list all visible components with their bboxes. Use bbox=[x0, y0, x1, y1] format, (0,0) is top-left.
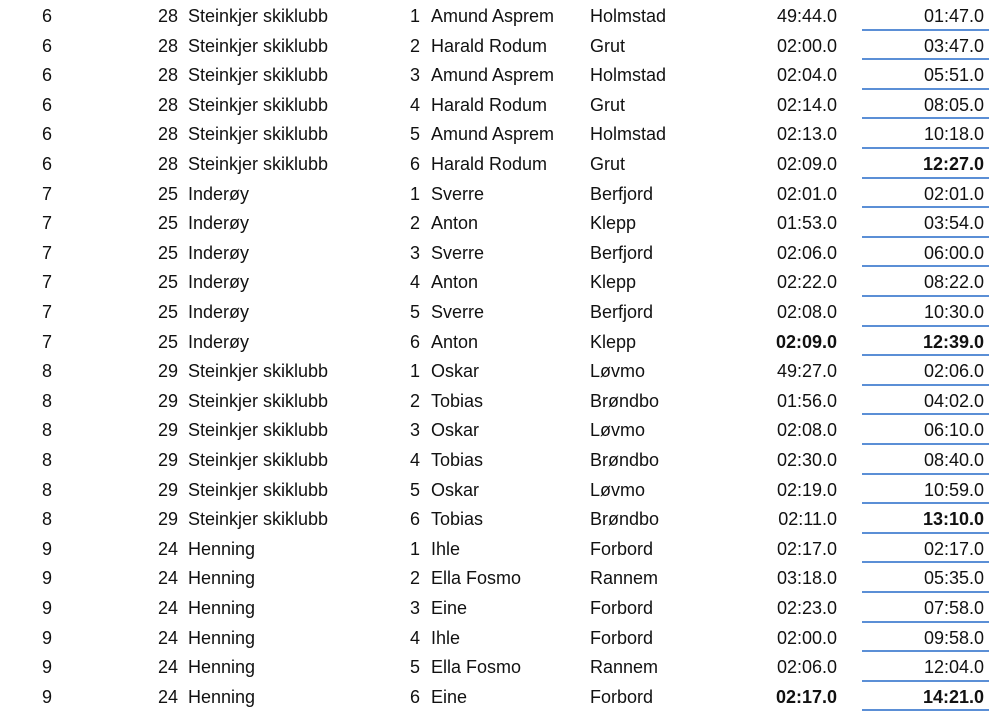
leg-time-cell: 01:56.0 bbox=[776, 390, 837, 411]
leg-time-cell: 02:06.0 bbox=[776, 657, 837, 678]
table-row bbox=[0, 208, 1000, 238]
last-name-cell: Brøndbo bbox=[590, 390, 660, 411]
last-name-cell: Grut bbox=[590, 35, 626, 56]
last-name-cell: Rannem bbox=[590, 657, 659, 678]
bib-cell: 25 bbox=[157, 272, 178, 293]
table-row bbox=[0, 327, 1000, 357]
first-name-cell: Anton bbox=[431, 331, 479, 352]
first-name-cell: Tobias bbox=[431, 509, 484, 530]
leg-time-cell: 02:00.0 bbox=[776, 35, 837, 56]
table-row bbox=[0, 652, 1000, 682]
leg-time-cell: 02:30.0 bbox=[776, 450, 837, 470]
last-name-cell: Klepp bbox=[590, 331, 637, 352]
total-time-cell: 04:02.0 bbox=[862, 386, 984, 416]
place-cell: 7 bbox=[41, 213, 52, 234]
leg-time-cell: 02:08.0 bbox=[776, 420, 837, 441]
table-row bbox=[0, 149, 1000, 179]
place-cell: 7 bbox=[41, 272, 52, 293]
total-time-cell: 05:35.0 bbox=[862, 563, 984, 593]
club-cell: Steinkjer skiklubb bbox=[188, 390, 329, 411]
first-name-cell: Oskar bbox=[431, 361, 480, 382]
leg-time-cell: 02:08.0 bbox=[776, 302, 837, 322]
club-cell: Inderøy bbox=[188, 331, 250, 352]
leg-number-cell: 3 bbox=[409, 598, 420, 618]
club-cell: Inderøy bbox=[188, 302, 250, 322]
last-name-cell: Klepp bbox=[590, 213, 637, 234]
club-cell: Steinkjer skiklubb bbox=[188, 6, 329, 26]
club-cell: Steinkjer skiklubb bbox=[188, 479, 329, 500]
first-name-cell: Sverre bbox=[431, 183, 485, 204]
table-row bbox=[0, 563, 1000, 593]
table-row bbox=[0, 1, 1000, 31]
leg-number-cell: 6 bbox=[409, 331, 420, 352]
leg-number-cell: 5 bbox=[409, 657, 420, 678]
place-cell: 7 bbox=[41, 302, 52, 322]
bib-cell: 28 bbox=[157, 6, 178, 26]
leg-number-cell: 1 bbox=[409, 361, 420, 382]
bib-cell: 25 bbox=[157, 302, 178, 322]
last-name-cell: Brøndbo bbox=[590, 509, 660, 530]
leg-time-cell: 02:22.0 bbox=[776, 272, 837, 293]
place-cell: 8 bbox=[41, 479, 52, 500]
last-name-cell: Forbord bbox=[590, 686, 654, 707]
place-cell: 8 bbox=[41, 420, 52, 441]
leg-time-cell: 02:14.0 bbox=[776, 94, 837, 115]
table-row bbox=[0, 534, 1000, 564]
leg-time-cell: 02:09.0 bbox=[775, 331, 837, 352]
first-name-cell: Amund Asprem bbox=[431, 6, 555, 26]
place-cell: 8 bbox=[41, 390, 52, 411]
first-name-cell: Anton bbox=[431, 272, 479, 293]
table-row bbox=[0, 238, 1000, 268]
last-name-cell: Rannem bbox=[590, 568, 659, 589]
leg-time-cell: 02:17.0 bbox=[776, 538, 837, 559]
bib-cell: 24 bbox=[157, 686, 178, 707]
club-cell: Steinkjer skiklubb bbox=[188, 65, 329, 86]
total-time-cell: 10:59.0 bbox=[862, 475, 984, 505]
place-cell: 7 bbox=[41, 242, 52, 263]
leg-number-cell: 3 bbox=[409, 242, 420, 263]
club-cell: Inderøy bbox=[188, 272, 250, 293]
table-row bbox=[0, 445, 1000, 475]
bib-cell: 28 bbox=[157, 65, 178, 86]
club-cell: Steinkjer skiklubb bbox=[188, 124, 329, 145]
bib-cell: 28 bbox=[157, 154, 178, 174]
table-row bbox=[0, 31, 1000, 61]
club-cell: Henning bbox=[188, 627, 256, 648]
total-time-cell: 08:40.0 bbox=[862, 445, 984, 475]
place-cell: 9 bbox=[41, 598, 52, 618]
last-name-cell: Forbord bbox=[590, 538, 654, 559]
bib-cell: 24 bbox=[157, 627, 178, 648]
leg-number-cell: 2 bbox=[409, 568, 420, 589]
last-name-cell: Løvmo bbox=[590, 420, 646, 441]
leg-number-cell: 6 bbox=[409, 509, 420, 530]
leg-time-cell: 02:09.0 bbox=[776, 154, 837, 174]
total-time-cell: 08:22.0 bbox=[862, 267, 984, 297]
leg-number-cell: 3 bbox=[409, 420, 420, 441]
club-cell: Steinkjer skiklubb bbox=[188, 420, 329, 441]
first-name-cell: Eine bbox=[431, 598, 468, 618]
table-row bbox=[0, 415, 1000, 445]
table-row bbox=[0, 297, 1000, 327]
leg-time-cell: 02:13.0 bbox=[776, 124, 837, 145]
total-time-cell: 12:04.0 bbox=[862, 652, 984, 682]
last-name-cell: Holmstad bbox=[590, 6, 667, 26]
place-cell: 7 bbox=[41, 331, 52, 352]
table-row bbox=[0, 504, 1000, 534]
place-cell: 6 bbox=[41, 154, 52, 174]
club-cell: Inderøy bbox=[188, 242, 250, 263]
total-time-cell: 02:01.0 bbox=[862, 179, 984, 209]
leg-time-cell: 02:01.0 bbox=[776, 183, 837, 204]
bib-cell: 24 bbox=[157, 568, 178, 589]
total-time-cell: 10:30.0 bbox=[862, 297, 984, 327]
first-name-cell: Oskar bbox=[431, 420, 480, 441]
leg-time-cell: 01:53.0 bbox=[776, 213, 837, 234]
last-name-cell: Klepp bbox=[590, 272, 637, 293]
leg-number-cell: 2 bbox=[409, 35, 420, 56]
club-cell: Steinkjer skiklubb bbox=[188, 154, 329, 174]
last-name-cell: Grut bbox=[590, 154, 626, 174]
bib-cell: 29 bbox=[157, 361, 178, 382]
table-row bbox=[0, 179, 1000, 209]
first-name-cell: Oskar bbox=[431, 479, 480, 500]
leg-time-cell: 02:04.0 bbox=[776, 65, 837, 86]
bib-cell: 28 bbox=[157, 124, 178, 145]
leg-number-cell: 1 bbox=[409, 6, 420, 26]
leg-time-cell: 02:06.0 bbox=[776, 242, 837, 263]
place-cell: 9 bbox=[41, 568, 52, 589]
bib-cell: 28 bbox=[157, 35, 178, 56]
table-row bbox=[0, 90, 1000, 120]
place-cell: 6 bbox=[41, 65, 52, 86]
total-time-cell: 06:10.0 bbox=[862, 415, 984, 445]
bib-cell: 29 bbox=[157, 390, 178, 411]
table-row bbox=[0, 60, 1000, 90]
club-cell: Henning bbox=[188, 568, 256, 589]
place-cell: 8 bbox=[41, 361, 52, 382]
last-name-cell: Forbord bbox=[590, 598, 654, 618]
bib-cell: 29 bbox=[157, 420, 178, 441]
last-name-cell: Grut bbox=[590, 94, 626, 115]
leg-number-cell: 4 bbox=[409, 94, 420, 115]
total-time-cell: 12:27.0 bbox=[862, 149, 984, 179]
first-name-cell: Harald Rodum bbox=[431, 94, 548, 115]
total-time-cell: 10:18.0 bbox=[862, 119, 984, 149]
last-name-cell: Berfjord bbox=[590, 183, 654, 204]
club-cell: Inderøy bbox=[188, 183, 250, 204]
place-cell: 9 bbox=[41, 538, 52, 559]
leg-number-cell: 2 bbox=[409, 213, 420, 234]
first-name-cell: Harald Rodum bbox=[431, 154, 548, 174]
table-row bbox=[0, 119, 1000, 149]
place-cell: 9 bbox=[41, 686, 52, 707]
bib-cell: 24 bbox=[157, 598, 178, 618]
leg-time-cell: 02:17.0 bbox=[775, 686, 837, 707]
club-cell: Henning bbox=[188, 538, 256, 559]
table-row bbox=[0, 267, 1000, 297]
first-name-cell: Sverre bbox=[431, 242, 485, 263]
leg-time-cell: 02:00.0 bbox=[776, 627, 837, 648]
place-cell: 6 bbox=[41, 124, 52, 145]
leg-number-cell: 1 bbox=[409, 183, 420, 204]
club-cell: Henning bbox=[188, 598, 256, 618]
total-time-cell: 02:17.0 bbox=[862, 534, 984, 564]
first-name-cell: Tobias bbox=[431, 450, 484, 470]
bib-cell: 25 bbox=[157, 331, 178, 352]
place-cell: 6 bbox=[41, 94, 52, 115]
first-name-cell: Harald Rodum bbox=[431, 35, 548, 56]
first-name-cell: Ella Fosmo bbox=[431, 657, 522, 678]
bib-cell: 24 bbox=[157, 657, 178, 678]
club-cell: Henning bbox=[188, 686, 256, 707]
place-cell: 6 bbox=[41, 6, 52, 26]
last-name-cell: Holmstad bbox=[590, 124, 667, 145]
leg-number-cell: 3 bbox=[409, 65, 420, 86]
club-cell: Henning bbox=[188, 657, 256, 678]
last-name-cell: Holmstad bbox=[590, 65, 667, 86]
leg-number-cell: 4 bbox=[409, 272, 420, 293]
leg-time-cell: 49:27.0 bbox=[776, 361, 837, 382]
table-row bbox=[0, 593, 1000, 623]
place-cell: 9 bbox=[41, 627, 52, 648]
last-name-cell: Løvmo bbox=[590, 479, 646, 500]
first-name-cell: Amund Asprem bbox=[431, 65, 555, 86]
total-time-cell: 09:58.0 bbox=[862, 623, 984, 653]
leg-time-cell: 02:19.0 bbox=[776, 479, 837, 500]
total-time-cell: 02:06.0 bbox=[862, 356, 984, 386]
leg-number-cell: 5 bbox=[409, 302, 420, 322]
table-row bbox=[0, 623, 1000, 653]
last-name-cell: Berfjord bbox=[590, 302, 654, 322]
club-cell: Steinkjer skiklubb bbox=[188, 361, 329, 382]
bib-cell: 29 bbox=[157, 509, 178, 530]
total-time-cell: 07:58.0 bbox=[862, 593, 984, 623]
bib-cell: 29 bbox=[157, 450, 178, 470]
total-time-cell: 14:21.0 bbox=[862, 682, 984, 712]
leg-number-cell: 5 bbox=[409, 479, 420, 500]
leg-time-cell: 02:11.0 bbox=[778, 509, 837, 530]
leg-time-cell: 02:23.0 bbox=[776, 598, 837, 618]
place-cell: 8 bbox=[41, 450, 52, 470]
first-name-cell: Sverre bbox=[431, 302, 485, 322]
bib-cell: 29 bbox=[157, 479, 178, 500]
bib-cell: 25 bbox=[157, 213, 178, 234]
club-cell: Inderøy bbox=[188, 213, 250, 234]
last-name-cell: Løvmo bbox=[590, 361, 646, 382]
leg-number-cell: 4 bbox=[409, 627, 420, 648]
leg-number-cell: 5 bbox=[409, 124, 420, 145]
table-row bbox=[0, 682, 1000, 712]
total-time-cell: 08:05.0 bbox=[862, 90, 984, 120]
club-cell: Steinkjer skiklubb bbox=[188, 450, 329, 470]
last-name-cell: Berfjord bbox=[590, 242, 654, 263]
total-time-cell: 03:47.0 bbox=[862, 31, 984, 61]
total-time-cell: 12:39.0 bbox=[862, 327, 984, 357]
table-row bbox=[0, 356, 1000, 386]
first-name-cell: Eine bbox=[431, 686, 468, 707]
first-name-cell: Ihle bbox=[431, 538, 461, 559]
table-row bbox=[0, 386, 1000, 416]
table-row bbox=[0, 475, 1000, 505]
leg-number-cell: 4 bbox=[409, 450, 420, 470]
leg-number-cell: 1 bbox=[409, 538, 420, 559]
first-name-cell: Ihle bbox=[431, 627, 461, 648]
leg-time-cell: 49:44.0 bbox=[776, 6, 837, 26]
total-time-cell: 13:10.0 bbox=[862, 504, 984, 534]
last-name-cell: Brøndbo bbox=[590, 450, 660, 470]
leg-number-cell: 6 bbox=[409, 686, 420, 707]
leg-number-cell: 6 bbox=[409, 154, 420, 174]
last-name-cell: Forbord bbox=[590, 627, 654, 648]
place-cell: 9 bbox=[41, 657, 52, 678]
place-cell: 7 bbox=[41, 183, 52, 204]
total-time-cell: 01:47.0 bbox=[862, 1, 984, 31]
place-cell: 6 bbox=[41, 35, 52, 56]
first-name-cell: Ella Fosmo bbox=[431, 568, 522, 589]
leg-number-cell: 2 bbox=[409, 390, 420, 411]
total-time-cell: 03:54.0 bbox=[862, 208, 984, 238]
bib-cell: 28 bbox=[157, 94, 178, 115]
club-cell: Steinkjer skiklubb bbox=[188, 35, 329, 56]
total-time-cell: 05:51.0 bbox=[862, 60, 984, 90]
bib-cell: 25 bbox=[157, 183, 178, 204]
place-cell: 8 bbox=[41, 509, 52, 530]
leg-time-cell: 03:18.0 bbox=[776, 568, 837, 589]
first-name-cell: Amund Asprem bbox=[431, 124, 555, 145]
club-cell: Steinkjer skiklubb bbox=[188, 509, 329, 530]
bib-cell: 24 bbox=[157, 538, 178, 559]
total-time-cell: 06:00.0 bbox=[862, 238, 984, 268]
bib-cell: 25 bbox=[157, 242, 178, 263]
first-name-cell: Anton bbox=[431, 213, 479, 234]
first-name-cell: Tobias bbox=[431, 390, 484, 411]
club-cell: Steinkjer skiklubb bbox=[188, 94, 329, 115]
